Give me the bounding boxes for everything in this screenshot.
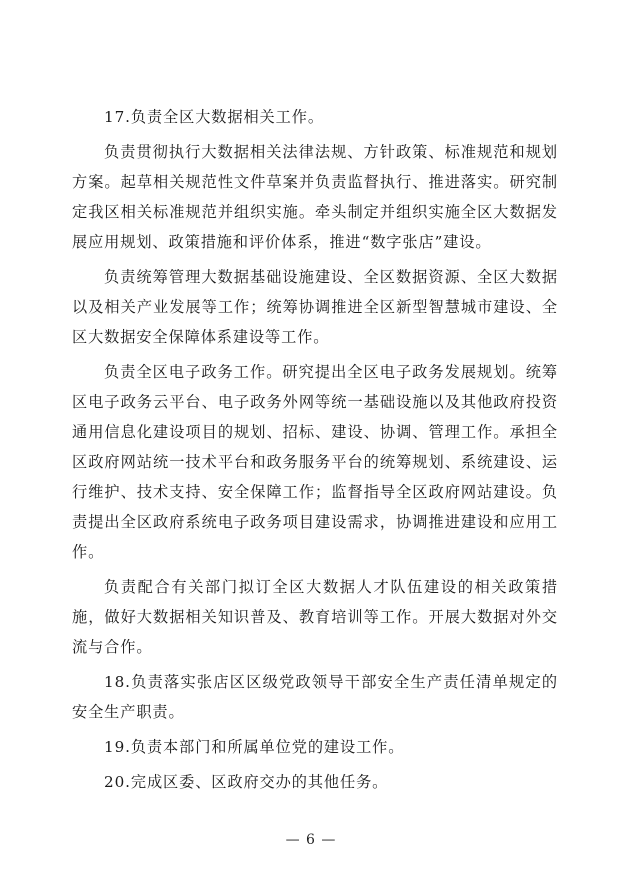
item-17-heading: 17.负责全区大数据相关工作。 — [104, 108, 324, 126]
page-number: — 6 — — [285, 832, 337, 848]
paragraph-e-government: 负责全区电子政务工作。研究提出全区电子政务发展规划。统筹区电子政务云平台、电子政务外网等统一基础设施以及其他政府投资通用信息化建设项目的规划、招标、建设、协调、管理工作。承担全区政府网站统一技术平台和政务服务平台的统筹规划、系统建设、运行维护、技术支持、安全保障工作；监督指导全区政府网站建设。负责提出全区政府系统电子政务项目建设需求，协调推进建设和应用工作。 — [72, 363, 558, 561]
document-body — [72, 102, 558, 797]
paragraph-infrastructure-management: 负责统筹管理大数据基础设施建设、全区数据资源、全区大数据以及相关产业发展等工作；统筹协调推进全区新型智慧城市建设、全区大数据安全保障体系建设等工作。 — [72, 268, 558, 346]
item-19-party-building: 19.负责本部门和所属单位党的建设工作。 — [104, 738, 405, 756]
item-20-other-tasks: 20.完成区委、区政府交办的其他任务。 — [104, 773, 389, 791]
item-18-safety-duties: 18.负责落实张店区区级党政领导干部安全生产责任清单规定的安全生产职责。 — [72, 673, 558, 721]
paragraph-talent-cooperation: 负责配合有关部门拟订全区大数据人才队伍建设的相关政策措施，做好大数据相关知识普及、教育培训等工作。开展大数据对外交流与合作。 — [72, 578, 558, 656]
paragraph-policy-implementation: 负责贯彻执行大数据相关法律法规、方针政策、标准规范和规划方案。起草相关规范性文件草案并负责监督执行、推进落实。研究制定我区相关标准规范并组织实施。牵头制定并组织实施全区大数据发展应用规划、政策措施和评价体系，推进“数字张店”建设。 — [72, 143, 558, 251]
